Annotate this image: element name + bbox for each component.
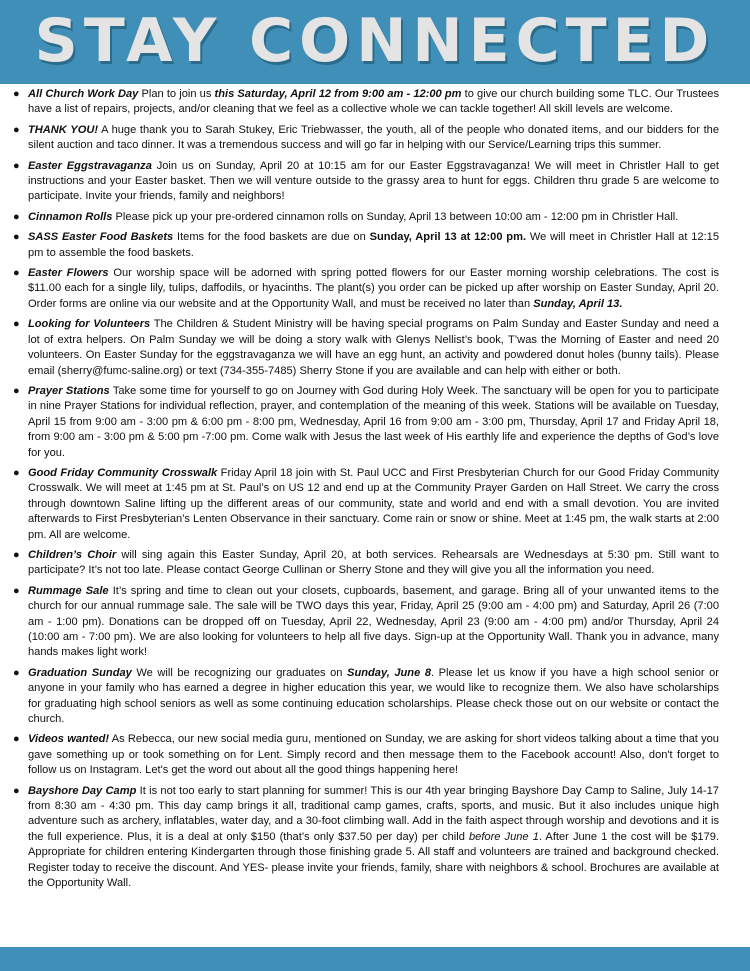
item-title: Children’s Choir [28,548,117,561]
item-text: Take some time for yourself to go on Journey with God during Holy Week. The sanctuary will be open for you to participate in nine Prayer Stations for individual reflection, prayer, and contemplation of the meaning of this week. Stations will be available on Tuesday, April 15 from 9:00 am - 3:00 pm & 6:00 pm - 8:00 pm, Wednesday, April 16 from 9:00 am - 3:00 pm, Thursday, April 17 and Friday April 18, from 9:00 am - 3:00 pm & 5:00 pm -7:00 pm. Come walk with Jesus the last week of His earthly life and experience the depths of God’s love for you. [28,384,720,459]
item-emphasis: this Saturday, April 12 from 9:00 am - 12:00 pm [214,88,462,100]
item-text: will sing again this Easter Sunday, April 20, at both services. Rehearsals are Wednesdays at 5:30 pm. Still want to participate? It’s not too late. Please contact George Cullinan or Sherry Stone and they will give you all the information you need. [28,548,719,577]
item-text: Items for the food baskets are due on [173,231,370,244]
item-text: A huge thank you to Sarah Stukey, Eric Triebwasser, the youth, all of the people who donated items, and our bidders for the silent auction and taco dinner. It was a tremendous success and will go far in helping with our Service/Learning trips this summer. [28,123,719,152]
item-text: We will meet in Christler Hall at 12:15 pm to assemble the food baskets. [28,231,719,259]
item-title: Rummage Sale [28,584,109,597]
item-text: The Children & Student Ministry will be having special programs on Palm Sunday and Easter Sunday and need a lot of extra helpers. On Palm Sunday we will be doing a story walk with Glenys Nellist’s book, T’was the Morning of Easter and need 20 volunteers. On Easter Sunday for the eggstravaganza we will have an egg hunt, an activity and powdered donut holes (bunny tails). Please email (sherry@fumc-saline.org) or text (734-355-7485) Sherry Stone if you are available and can help with either or both. [28,318,719,377]
bullet-icon: ● [13,548,20,561]
item-title: Bayshore Day Camp [28,784,137,797]
item-title: Easter Flowers [28,267,109,280]
item-emphasis: Sunday, June 8 [347,666,431,679]
item-text: Friday April 18 join with St. Paul UCC and First Presbyterian Church for our Good Friday Community Crosswalk. We will meet at 1:45 pm at St. Paul’s on US 12 and end up at the Community Prayer Garden on Hall Street. We carry the cross through downtown Saline lifting up the different areas of our community, state and world and end with a small devotion. You are invited afterwards to First Presbyterian’s Lenten Observance in their sanctuary. Come rain or snow or shine. Meet at 1:45 pm, the walk starts at 2:00 pm. All are welcome. [28,466,720,541]
item-emphasis: before June 1 [469,830,539,843]
bullet-icon: ● [13,384,20,397]
item-text: . Please let us know if you have a high school senior or anyone in your family who has earned a degree in higher education this year, we would like to recognize them. We also have scholarships for graduating high school seniors as well as some continuing education scholarships. Please check those out on our website or contact the church. [28,666,719,726]
announcement-list [0,87,750,897]
list-item-childrens-choir [0,548,750,579]
bullet-icon: ● [13,584,20,597]
item-title: All Church Work Day [28,88,139,100]
bullet-icon: ● [13,466,20,479]
page-title: STAY CONNECTED [34,6,716,76]
item-text: Plan to join us [138,88,215,100]
item-text: Our worship space will be adorned with spring potted flowers for our Easter morning worship celebrations. The cost is $11.00 each for a single lily, tulips, daffodils, or hyacinths. The plant(s) you order can be picked up after worship on Easter Sunday, April 20. Order forms are online via our website and at the Opportunity Wall, and must be received no later than [28,267,719,310]
list-item-easter-flowers [0,266,750,312]
list-item-day-camp [0,784,750,892]
bullet-icon: ● [13,784,20,797]
bullet-icon: ● [13,88,20,100]
item-text: Join us on Sunday, April 20 at 10:15 am for our Easter Eggstravaganza! We will meet in Christler Hall to get instructions and your Easter basket. Then we will venture outside to the grassy area to hunt for eggs. Children thru grade 5 are welcome to participate. Invite your friends, family and neighbors! [28,159,719,203]
item-title: Looking for Volunteers [28,318,151,331]
item-emphasis: Sunday, April 13 at 12:00 pm. [369,231,527,244]
item-emphasis: Sunday, April 13. [533,297,623,310]
list-item-crosswalk [0,466,750,543]
item-title: Videos wanted! [28,733,110,746]
bullet-icon: ● [13,231,20,244]
item-title: THANK YOU! [28,123,99,136]
bullet-icon: ● [13,123,20,136]
item-text: Please pick up your pre-ordered cinnamon rolls on Sunday, April 13 between 10:00 am - 12:00 pm in Christler Hall. [112,210,679,223]
list-item-thank-you [0,123,750,154]
header-banner [0,0,750,84]
item-title: Easter Eggstravaganza [28,159,152,172]
bullet-icon: ● [13,666,20,679]
list-item-eggstravaganza [0,159,750,205]
list-item-work-day [0,87,750,118]
item-text: We will be recognizing our graduates on [131,666,348,679]
item-title: Prayer Stations [28,384,110,397]
item-title: Good Friday Community Crosswalk [28,466,218,479]
list-item-rummage-sale [0,584,750,661]
bullet-icon: ● [13,210,20,223]
item-text: As Rebecca, our new social media guru, mentioned on Sunday, we are asking for short videos talking about a time that you gave something up or took something on for Lent. Simply record and then message them to the Facebook account! Also, don't forget to follow us on Instagram. Let's get the word out about all the good things happening here! [28,733,719,777]
list-item-prayer-stations [0,384,750,461]
item-title: SASS Easter Food Baskets [28,231,174,244]
item-title: Cinnamon Rolls [28,210,113,223]
item-text: to give our church building some TLC. Our Trustees have a list of repairs, projects, and/or cleaning that we feel as a collective whole we can tackle together! All skill levels are welcome. [28,88,720,116]
item-text: It is not too early to start planning for summer! This is our 4th year bringing Bayshore Day Camp to Saline, July 14-17 from 8:30 am - 4:30 pm. This day camp brings it all, traditional camp games, crafts, sports, and music. But it also includes unique high adventure such as archery, inflatables, water day, and a 30-foot climbing wall. Add in the faith aspect through worship and devotions and it is the full experience. Plus, it is a deal at only $150 (that’s only $37.50 per day) per child [28,784,719,843]
list-item-volunteers [0,317,750,379]
bullet-icon: ● [13,318,20,331]
list-item-food-baskets [0,230,750,261]
item-text: . After June 1 the cost will be $179. Appropriate for children entering Kindergarten through those finishing grade 5. All staff and volunteers are trained and background checked. Register today to receive the discount. And YES- please invite your friends, family, share with neighbors & school. Brochures are available at the Opportunity Wall. [28,830,719,890]
list-item-videos [0,732,750,778]
list-item-graduation [0,666,750,728]
footer-bar [0,947,750,971]
bullet-icon: ● [13,267,20,280]
list-item-cinnamon-rolls [0,210,750,225]
bullet-icon: ● [13,159,20,172]
item-text: It’s spring and time to clean out your closets, cupboards, basement, and garage. Bring all of your unwanted items to the church for our annual rummage sale. The sale will be TWO days this year, Friday, April 25 (9:00 am - 4:00 pm) and Saturday, April 26 (7:00 am - 1:00 pm). Donations can be dropped off on Tuesday, April 22, Wednesday, April 23 (9:00 am - 4:00 pm) and/or Thursday, April 24 (10:00 am - 7:00 pm). We are also looking for volunteers to help all five days. Sign-up at the Opportunity Wall. Thank you in advance, many hands makes light work! [28,584,719,659]
bullet-icon: ● [13,733,20,746]
item-title: Graduation Sunday [28,666,132,679]
